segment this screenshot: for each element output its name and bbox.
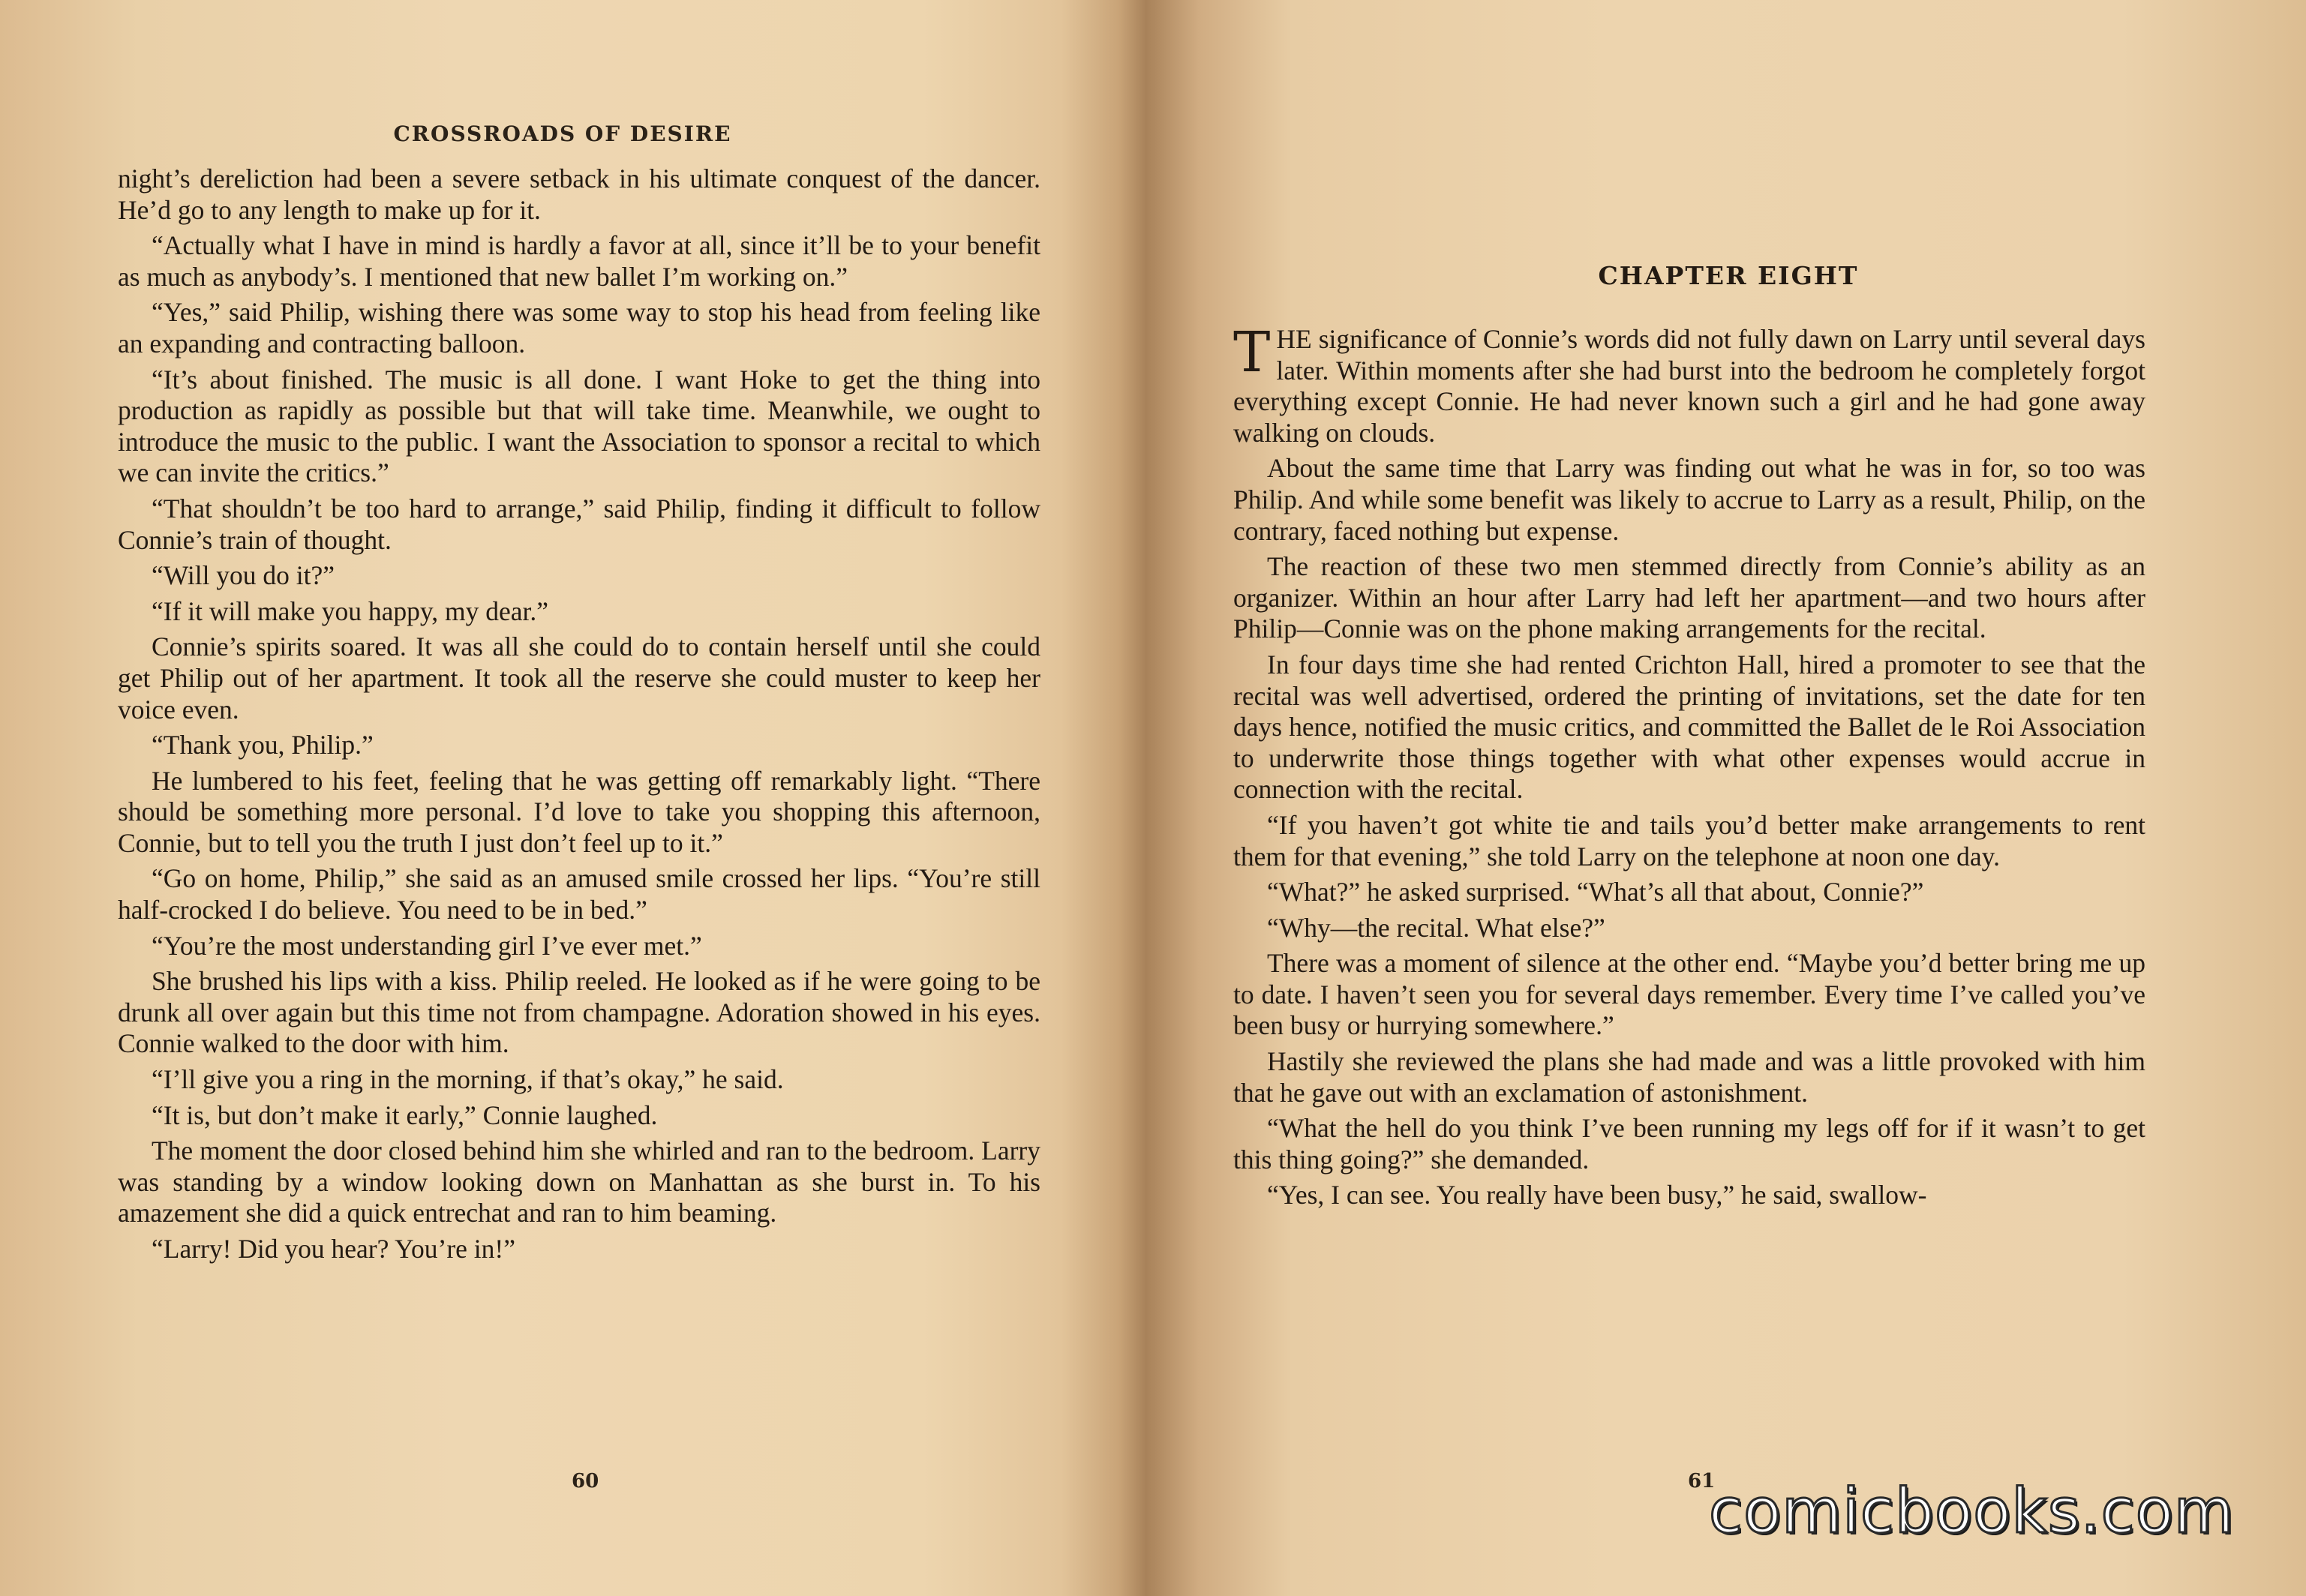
paragraph: “That shouldn’t be too hard to arrange,” said Philip, finding it difficult to follow Connie’s train of thought. [118, 493, 1040, 555]
running-head: CROSSROADS OF DESIRE [393, 122, 732, 146]
paragraph: “It is, but don’t make it early,” Connie laughed. [152, 1100, 658, 1130]
page-number: 61 [1688, 1470, 1716, 1492]
paragraph: Connie’s spirits soared. It was all she could do to contain herself until she could get Philip out of her apartment. It took all the reserve she could muster to keep her voice even. [118, 632, 1040, 724]
paragraph: He lumbered to his feet, feeling that he was getting off remarkably light. “There should be something more personal. I’d love to take you shopping this afternoon, Connie, but to tell you the truth I just don’t feel up to it.” [118, 765, 1040, 858]
paragraph: “I’ll give you a ring in the morning, if that’s okay,” he said. [152, 1064, 784, 1095]
right-body-text [1233, 320, 2145, 1216]
page-number: 60 [572, 1470, 599, 1492]
paragraph: The reaction of these two men stemmed directly from Connie’s ability as an organizer. Within an hour after Larry had left her apartment—and two hours after Philip—Connie was on the phone making arrangements for the recital. [1233, 551, 2145, 644]
left-page [0, 0, 1125, 1596]
paragraph: “Why—the recital. What else?” [1267, 912, 1605, 943]
paragraph: “Will you do it?” [152, 560, 335, 591]
paragraph: “Thank you, Philip.” [152, 730, 374, 760]
paragraph: In four days time she had rented Crichton Hall, hired a promoter to see that the recital was well advertised, ordered the printing of invitations, set the date for ten days hence, notified the music critics, and committed the Ballet de le Roi Association to underwrite those things together with what other expenses would accrue in connection with the recital. [1233, 649, 2145, 805]
paragraph: About the same time that Larry was finding out what he was in for, so too was Philip. And while some benefit was likely to accrue to Larry as a result, Philip, on the contrary, faced nothing but expense. [1233, 453, 2145, 546]
paragraph: “You’re the most understanding girl I’ve ever met.” [152, 930, 702, 961]
paragraph: “Larry! Did you hear? You’re in!” [152, 1234, 515, 1264]
paragraph: “What the hell do you think I’ve been running my legs off for if it wasn’t to get this thing going?” she demanded. [1233, 1113, 2145, 1174]
paragraph: “It’s about finished. The music is all done. I want Hoke to get the thing into production as rapidly as possible but that will take time. Meanwhile, we ought to introduce the music to the public. I want the Association to sponsor a recital to which we can invite the critics.” [118, 364, 1040, 488]
paragraph: night’s dereliction had been a severe setback in his ultimate conquest of the dancer. He’d go to any length to make up for it. [118, 164, 1040, 225]
paragraph: “If you haven’t got white tie and tails you’d better make arrangements to rent them for that evening,” she told Larry on the telephone at noon one day. [1233, 809, 2145, 872]
paragraph: “Actually what I have in mind is hardly a favor at all, since it’ll be to your benefit as much as anybody’s. I mentioned that new ballet I’m working on.” [118, 230, 1040, 292]
paragraph: “Yes,” said Philip, wishing there was some way to stop his head from feeling like an expanding and contracting balloon. [118, 297, 1040, 358]
paragraph: The moment the door closed behind him she whirled and ran to the bedroom. Larry was standing by a window looking down on Manhattan as she burst in. To his amazement she did a quick entrechat and ran to him beaming. [118, 1136, 1040, 1228]
opening-paragraph [1233, 320, 2145, 448]
left-body-text [118, 164, 1040, 1270]
paragraph: She brushed his lips with a kiss. Philip reeled. He looked as if he were going to be drunk all over again but this time not from champagne. Adoration showed in his eyes. Connie walked to the door with him. [118, 966, 1040, 1059]
opening-paragraph-text: HE significance of Connie’s words did not fully dawn on Larry until several days later. Within moments after she had burst into the bedroom he completely forgot everything except Connie. He had never known such a girl and he had gone away walking on clouds. [1233, 324, 2145, 448]
paragraph: “Yes, I can see. You really have been busy,” he said, swallow- [1267, 1180, 1927, 1210]
drop-cap: T [1233, 320, 1271, 385]
paragraph: “What?” he asked surprised. “What’s all that about, Connie?” [1267, 877, 1924, 908]
paragraph: “Go on home, Philip,” she said as an amused smile crossed her lips. “You’re still half-crocked I do believe. You need to be in bed.” [118, 863, 1040, 926]
paragraph: “If it will make you happy, my dear.” [152, 596, 549, 626]
watermark-logo: comicbooks.com [1709, 1476, 2235, 1547]
paragraph: There was a moment of silence at the other end. “Maybe you’d better bring me up to date. I haven’t seen you for several days remember. Every time I’ve called you’ve been busy or hurrying somewhere.” [1233, 948, 2145, 1041]
chapter-title: CHAPTER EIGHT [1598, 261, 1859, 290]
right-page [1181, 0, 2306, 1596]
paragraph: Hastily she reviewed the plans she had made and was a little provoked with him that he gave out with an exclamation of astonishment. [1233, 1046, 2145, 1108]
